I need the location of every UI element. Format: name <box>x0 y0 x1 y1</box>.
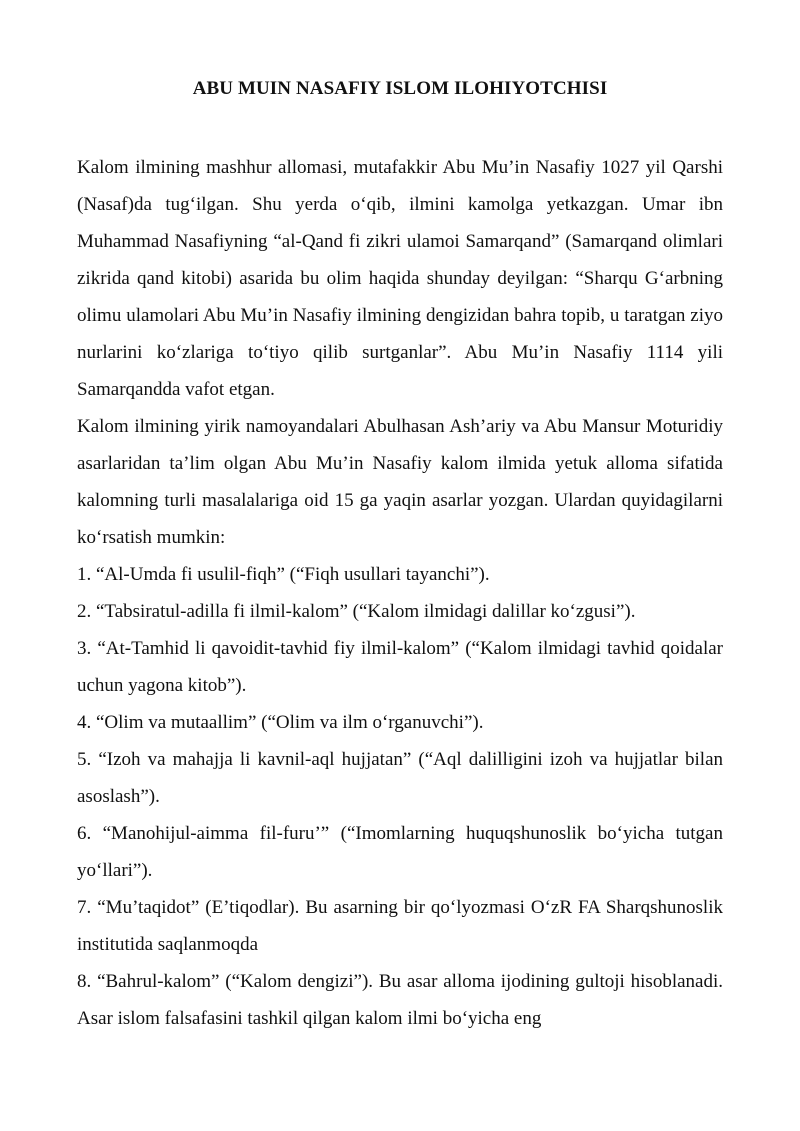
list-item-work-5: 5. “Izoh va mahajja li kavnil-aql hujjatan” (“Aql dalilligini izoh va hujjatlar bilan asoslash”). <box>77 749 723 807</box>
paragraph-works-intro: Kalom ilmining yirik namoyandalari Abulhasan Ash’ariy va Abu Mansur Moturidiy asarlaridan ta’lim olgan Abu Mu’in Nasafiy kalom ilmida yetuk alloma sifatida kalomning turli masalalariga oid 15 ga yaqin asarlar yozgan. Ulardan quyidagilarni ko‘rsatish mumkin: <box>77 416 723 548</box>
list-item-work-4: 4. “Olim va mutaallim” (“Olim va ilm o‘rganuvchi”). <box>77 712 484 733</box>
list-item-work-8: 8. “Bahrul-kalom” (“Kalom dengizi”). Bu asar alloma ijodining gultoji hisoblanadi. Asar islom falsafasini tashkil qilgan kalom ilmi bo‘yicha eng <box>77 971 723 1029</box>
list-item-work-7: 7. “Mu’taqidot” (E’tiqodlar). Bu asarning bir qo‘lyozmasi O‘zR FA Sharqshunoslik institutida saqlanmoqda <box>77 897 723 955</box>
paragraph-biography: Kalom ilmining mashhur allomasi, mutafakkir Abu Mu’in Nasafiy 1027 yil Qarshi (Nasaf)da tug‘ilgan. Shu yerda o‘qib, ilmini kamolga yetkazgan. Umar ibn Muhammad Nasafiyning “al-Qand fi zikri ulamoi Samarqand” (Samarqand olimlari zikrida qand kitobi) asarida bu olim haqida shunday deyilgan: “Sharqu G‘arbning olimu ulamolari Abu Mu’in Nasafiy ilmining dengizidan bahra topib, u taratgan ziyo nurlarini ko‘zlariga to‘tiyo qilib surtganlar”. Abu Mu’in Nasafiy 1114 yili Samarqandda vafot etgan. <box>77 157 723 400</box>
document-body <box>77 149 723 1037</box>
list-item-work-1: 1. “Al-Umda fi usulil-fiqh” (“Fiqh usullari tayanchi”). <box>77 564 490 585</box>
list-item-work-6: 6. “Manohijul-aimma fil-furu’” (“Imomlarning huquqshunoslik bo‘yicha tutgan yo‘llari”). <box>77 823 723 881</box>
list-item-work-3: 3. “At-Tamhid li qavoidit-tavhid fiy ilmil-kalom” (“Kalom ilmidagi tavhid qoidalar uchun yagona kitob”). <box>77 638 723 696</box>
document-title: ABU MUIN NASAFIY ISLOM ILOHIYOTCHISI <box>192 78 608 99</box>
list-item-work-2: 2. “Tabsiratul-adilla fi ilmil-kalom” (“Kalom ilmidagi dalillar ko‘zgusi”). <box>77 601 636 622</box>
